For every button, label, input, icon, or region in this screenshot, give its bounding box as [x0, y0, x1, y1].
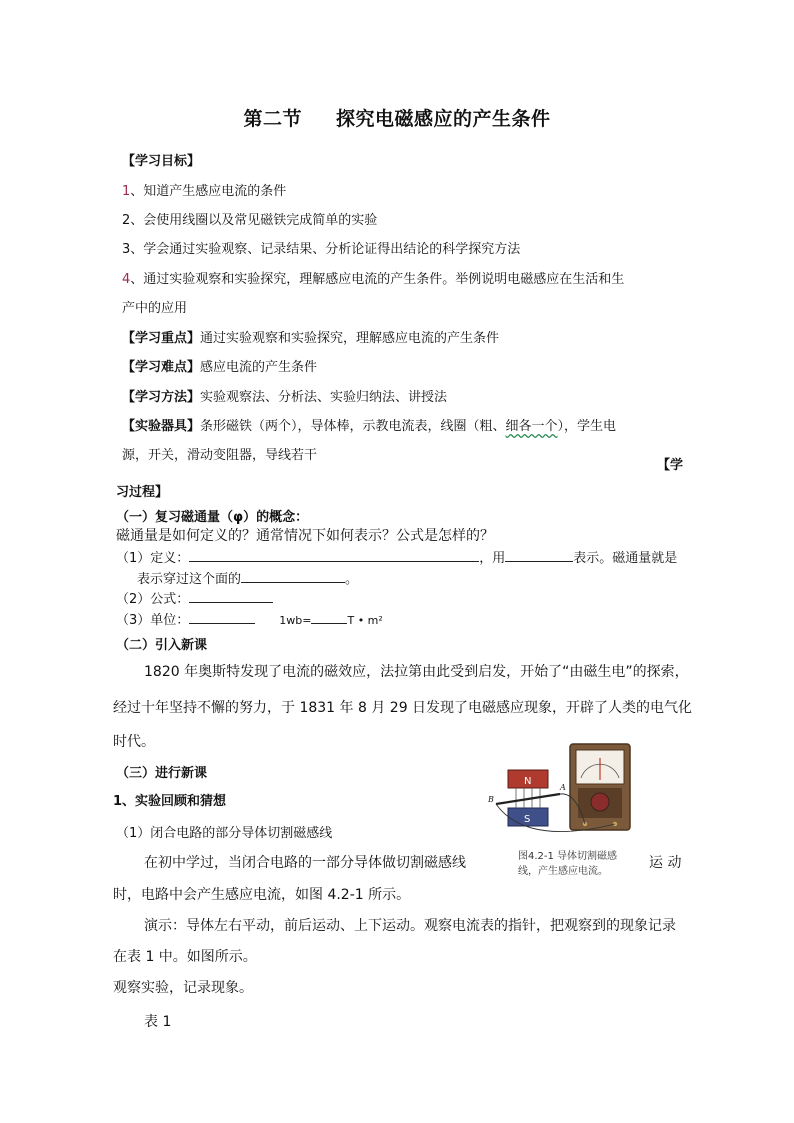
- process-heading-part1: 【学: [657, 458, 684, 473]
- observe-text: 观察实验，记录现象。: [113, 980, 253, 996]
- demo-line-2: 在表 1 中。如图所示。: [113, 949, 257, 965]
- page-title: [0, 104, 794, 131]
- goal-item-4: 4、通过实验观察和实验探究，理解感应电流的产生条件。举例说明电磁感应在生活和生: [122, 272, 625, 287]
- lesson-paragraph-line-1: 在初中学过，当闭合电路的一部分导体做切割磁感线: [144, 855, 466, 871]
- conductor-rod: [496, 794, 560, 804]
- table-label: 表 1: [144, 1014, 172, 1030]
- magnet-north-label: N: [524, 776, 532, 787]
- review-heading: （一）复习磁通量（φ）的概念：: [116, 510, 309, 525]
- figure-caption: 图4.2-1 导体切割磁感 线，产生感应电流。: [518, 851, 618, 877]
- symbol-blank[interactable]: [505, 547, 573, 562]
- lesson-heading: （三）进行新课: [116, 766, 208, 781]
- goal-item-3: 3、学会通过实验观察、记录结果、分析论证得出结论的科学探究方法: [122, 242, 521, 257]
- definition-blank[interactable]: [189, 547, 479, 562]
- conversion-blank[interactable]: [311, 609, 347, 624]
- key-point: 【学习重点】通过实验观察和实验探究，理解感应电流的产生条件: [122, 331, 500, 346]
- point-b-label: B: [488, 795, 494, 804]
- review-question: 磁通量是如何定义的？通常情况下如何表示？公式是怎样的？: [116, 528, 494, 544]
- experiment-figure: [486, 742, 646, 862]
- section-number: 第二节: [243, 108, 302, 130]
- subsection-1-1: （1）闭合电路的部分导体切割磁感线: [116, 826, 333, 841]
- subsection-heading: 1、实验回顾和猜想: [113, 794, 227, 809]
- demo-line-1: 演示：导体左右平动，前后运动、上下运动。观察电流表的指针，把观察到的现象记录: [144, 918, 676, 934]
- magnet-south-label: S: [524, 814, 531, 825]
- formula-blank[interactable]: [189, 588, 273, 603]
- formula-row: （2）公式：: [116, 588, 273, 607]
- meaning-blank[interactable]: [241, 568, 345, 583]
- intro-paragraph-line-2: 经过十年坚持不懈的努力，于 1831 年 8 月 29 日发现了电磁感应现象，开辟了人类的电气化: [113, 700, 693, 716]
- lesson-paragraph-line-2: 时，电路中会产生感应电流，如图 4.2-1 所示。: [113, 887, 411, 903]
- definition-row: （1）定义： ，用 表示。磁通量就是: [116, 547, 677, 566]
- intro-paragraph-line-1: 1820 年奥斯特发现了电流的磁效应，法拉第由此受到启发，开始了“由磁生电”的探索，: [144, 664, 689, 680]
- goal-item-2: 2、会使用线圈以及常见磁铁完成简单的实验: [122, 213, 378, 228]
- goal-item-4-cont: 产中的应用: [122, 301, 188, 316]
- unit-blank[interactable]: [189, 609, 255, 624]
- section-topic: 探究电磁感应的产生条件: [336, 108, 551, 130]
- method: 【学习方法】实验观察法、分析法、实验归纳法、讲授法: [122, 390, 448, 405]
- equipment: 【实验器具】条形磁铁（两个），导体棒，示教电流表，线圈（粗、细各一个），学生电: [122, 419, 617, 434]
- equipment-cont: 源，开关，滑动变阻器，导线若干: [122, 448, 318, 463]
- unit-row: （3）单位： 1wb= T • m²: [116, 609, 383, 628]
- lesson-paragraph-line-1-end: 运 动: [649, 855, 682, 871]
- goals-heading: 【学习目标】: [122, 154, 201, 169]
- galvanometer-coil: [591, 793, 609, 811]
- process-heading-part2: 习过程】: [116, 485, 169, 500]
- goal-item-1: 1、知道产生感应电流的条件: [122, 184, 287, 199]
- definition-row-2: 表示穿过这个面的 。: [137, 568, 358, 587]
- point-a-label: A: [560, 783, 566, 792]
- intro-heading: （二）引入新课: [116, 638, 208, 653]
- difficulty: 【学习难点】感应电流的产生条件: [122, 360, 318, 375]
- intro-paragraph-line-3: 时代。: [113, 734, 155, 750]
